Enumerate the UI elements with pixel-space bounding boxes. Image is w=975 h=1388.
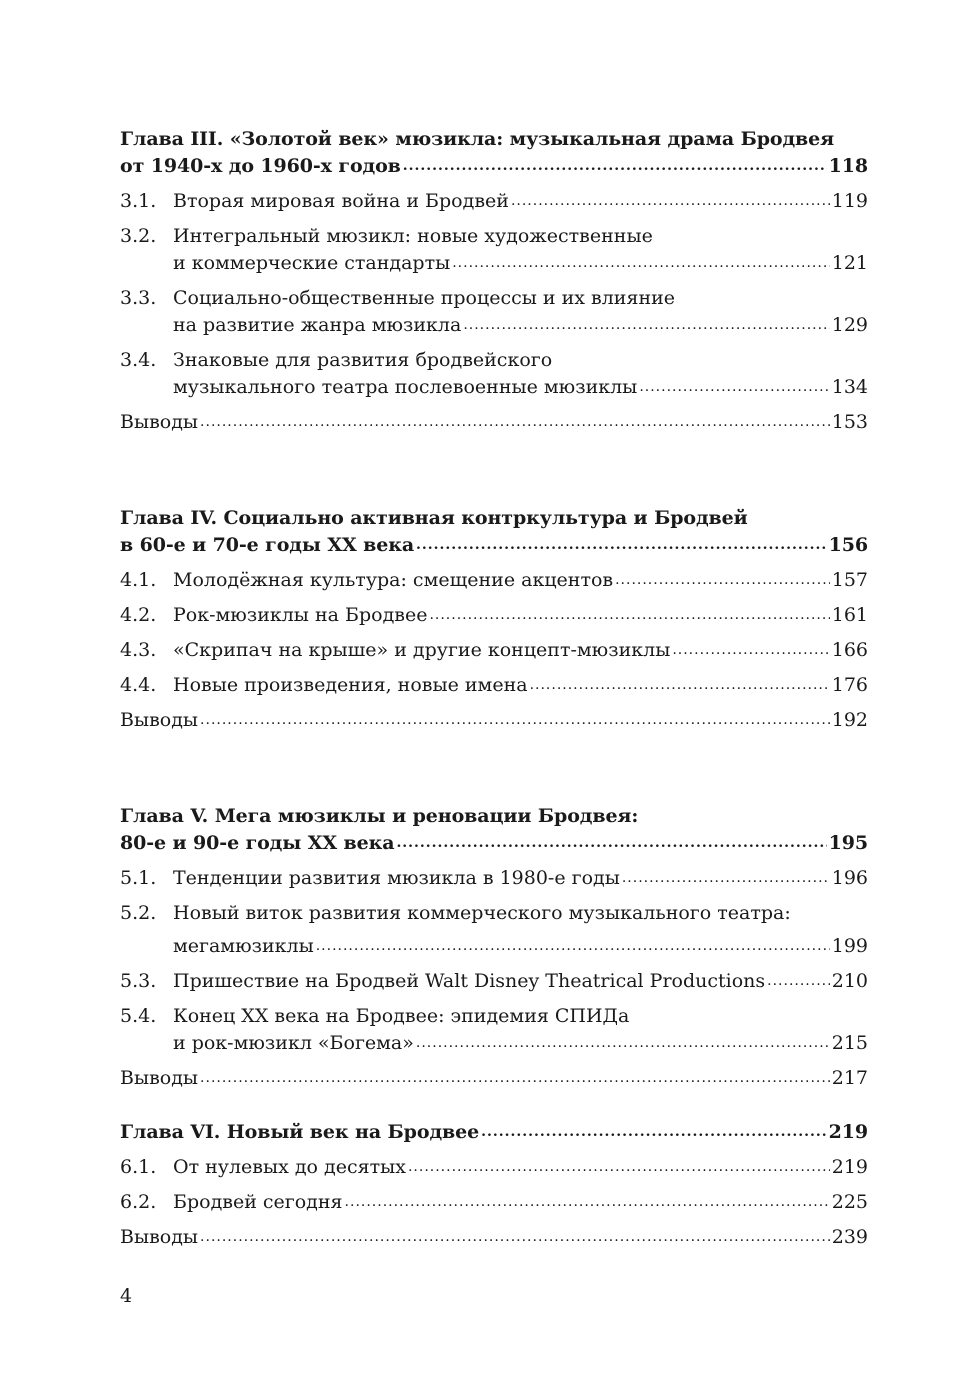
page-ref: 210 (831, 970, 868, 992)
section-title-text: Интегральный мюзикл: новые художественные (173, 225, 653, 247)
leader-dots (200, 1065, 830, 1092)
leader-dots (530, 672, 830, 699)
section-title-line (120, 285, 868, 312)
chapter-title-line: Глава V. Мега мюзиклы и реновации Бродвея: (120, 805, 639, 827)
section-entry (120, 1189, 868, 1218)
toc-section[interactable] (120, 865, 868, 894)
toc-section[interactable] (120, 188, 868, 217)
section-number: 3.3. (120, 287, 157, 309)
leader-dots (481, 1119, 827, 1146)
section-number: 6.1. (120, 1156, 157, 1178)
chapter-title-line: Глава III. «Золотой век» мюзикла: музыкальная драма Бродвея (120, 128, 835, 150)
section-title-text: От нулевых до десятых (173, 1156, 406, 1178)
page-ref: 156 (828, 534, 868, 556)
leader-dots (200, 1224, 830, 1251)
toc-section[interactable] (120, 223, 868, 279)
section-title-text: и коммерческие стандарты (173, 252, 451, 274)
section-entry (120, 188, 868, 217)
page-ref: 121 (831, 252, 868, 274)
section-title-text: Конец XX века на Бродвее: эпидемия СПИДа (173, 1005, 630, 1027)
section-title-line (120, 1003, 868, 1030)
section-number: 6.2. (120, 1191, 157, 1213)
chapter-title-line: Глава IV. Социально активная контркультура и Бродвей (120, 507, 748, 529)
section-number: 3.2. (120, 225, 157, 247)
section-title-line (120, 900, 868, 927)
conclusion-entry[interactable] (120, 707, 868, 736)
section-number: 3.4. (120, 349, 157, 371)
toc-section[interactable] (120, 285, 868, 341)
toc-section[interactable] (120, 1003, 868, 1059)
section-number: 4.2. (120, 604, 157, 626)
page-ref: 129 (831, 314, 868, 336)
section-number: 5.1. (120, 867, 157, 889)
page-ref: 239 (831, 1226, 868, 1248)
leader-dots (429, 602, 829, 629)
page-ref: 215 (831, 1032, 868, 1054)
chapter-heading (120, 505, 868, 561)
chapter-title-line: Глава VI. Новый век на Бродвее (120, 1121, 480, 1143)
section-title-text: Вторая мировая война и Бродвей (173, 190, 509, 212)
leader-dots (408, 1154, 830, 1181)
leader-dots (200, 409, 830, 436)
chapter-entry[interactable] (120, 532, 868, 561)
section-title (120, 637, 670, 664)
leader-dots (200, 707, 830, 734)
toc-section[interactable] (120, 968, 868, 997)
chapter-title-line: от 1940-х до 1960-х годов (120, 155, 401, 177)
conclusion-entry[interactable] (120, 409, 868, 438)
section-entry (120, 312, 868, 341)
toc-chapter (120, 126, 868, 438)
page-ref: 199 (831, 935, 868, 957)
leader-dots (511, 188, 830, 215)
toc-section[interactable] (120, 637, 868, 666)
conclusion-label: Выводы (120, 1067, 199, 1089)
section-title (120, 672, 528, 699)
page-ref: 134 (831, 376, 868, 398)
toc-chapter (120, 505, 868, 736)
conclusion-label: Выводы (120, 709, 199, 731)
page-ref: 161 (831, 604, 868, 626)
section-number: 5.4. (120, 1005, 157, 1027)
page-ref: 225 (831, 1191, 868, 1213)
section-title (120, 567, 613, 594)
section-number: 5.3. (120, 970, 157, 992)
leader-dots (416, 1030, 830, 1057)
section-title-text: мегамюзиклы (173, 935, 314, 957)
page-ref: 157 (831, 569, 868, 591)
section-title-text: Новый виток развития коммерческого музыкального театра: (173, 902, 791, 924)
toc-section[interactable] (120, 567, 868, 596)
section-title-text: на развитие жанра мюзикла (173, 314, 462, 336)
leader-dots (463, 312, 829, 339)
section-entry (120, 865, 868, 894)
leader-dots (396, 830, 826, 857)
toc-section[interactable] (120, 1154, 868, 1183)
page-ref: 176 (831, 674, 868, 696)
page-ref: 153 (831, 411, 868, 433)
conclusion-entry[interactable] (120, 1065, 868, 1094)
section-number: 3.1. (120, 190, 157, 212)
section-entry (120, 672, 868, 701)
page-ref: 118 (828, 155, 868, 177)
leader-dots (345, 1189, 830, 1216)
leader-dots (452, 250, 830, 277)
section-title (120, 1154, 406, 1181)
section-title (120, 602, 427, 629)
page-number: 4 (120, 1285, 133, 1307)
chapter-entry[interactable] (120, 1119, 868, 1148)
section-title-line (120, 347, 868, 374)
chapter-entry[interactable] (120, 153, 868, 182)
section-title (120, 188, 509, 215)
section-title-text: и рок-мюзикл «Богема» (173, 1032, 414, 1054)
section-title (120, 968, 765, 995)
leader-dots (639, 374, 829, 401)
section-entry (120, 968, 868, 997)
page-ref: 217 (831, 1067, 868, 1089)
chapter-entry[interactable] (120, 830, 868, 859)
toc-chapter (120, 1119, 868, 1253)
section-title-text: Рок-мюзиклы на Бродвее (173, 604, 428, 626)
section-title (120, 1189, 343, 1216)
section-number: 5.2. (120, 902, 157, 924)
section-entry (120, 637, 868, 666)
section-entry (120, 567, 868, 596)
section-title-text: Молодёжная культура: смещение акцентов (173, 569, 614, 591)
section-number: 4.4. (120, 674, 157, 696)
section-title-text: Тенденции развития мюзикла в 1980-е годы (173, 867, 620, 889)
section-title (120, 865, 620, 892)
section-number: 4.3. (120, 639, 157, 661)
toc-section[interactable] (120, 602, 868, 631)
section-entry (120, 602, 868, 631)
table-of-contents (120, 126, 868, 1253)
toc-section[interactable] (120, 347, 868, 403)
section-title-text: Социально-общественные процессы и их влияние (173, 287, 676, 309)
section-entry (120, 1030, 868, 1059)
section-entry (120, 933, 868, 962)
leader-dots (767, 968, 830, 995)
section-title-line (120, 223, 868, 250)
leader-dots (416, 532, 827, 559)
section-title-text: Знаковые для развития бродвейского (173, 349, 553, 371)
chapter-heading (120, 126, 868, 182)
page-ref: 219 (828, 1121, 868, 1143)
leader-dots (622, 865, 830, 892)
chapter-title-line: в 60-е и 70-е годы XX века (120, 534, 415, 556)
chapter-title-line: 80-е и 90-е годы XX века (120, 832, 395, 854)
leader-dots (672, 637, 829, 664)
section-number: 4.1. (120, 569, 157, 591)
section-title-text: Новые произведения, новые имена (173, 674, 528, 696)
page-ref: 119 (831, 190, 868, 212)
toc-section[interactable] (120, 900, 868, 962)
section-title-text: Пришествие на Бродвей Walt Disney Theatrical Productions (173, 970, 766, 992)
section-entry (120, 1154, 868, 1183)
leader-dots (615, 567, 830, 594)
page-ref: 219 (831, 1156, 868, 1178)
toc-section[interactable] (120, 672, 868, 701)
section-title-text: «Скрипач на крыше» и другие концепт-мюзиклы (173, 639, 671, 661)
page-ref: 166 (831, 639, 868, 661)
page-ref: 192 (831, 709, 868, 731)
toc-section[interactable] (120, 1189, 868, 1218)
conclusion-label: Выводы (120, 1226, 199, 1248)
leader-dots (316, 933, 830, 960)
conclusion-entry[interactable] (120, 1224, 868, 1253)
conclusion-label: Выводы (120, 411, 199, 433)
section-title-text: Бродвей сегодня (173, 1191, 343, 1213)
leader-dots (403, 153, 827, 180)
section-title-text: музыкального театра послевоенные мюзиклы (173, 376, 638, 398)
chapter-heading (120, 1119, 868, 1148)
section-entry (120, 250, 868, 279)
section-entry (120, 374, 868, 403)
toc-chapter (120, 803, 868, 1094)
page-ref: 195 (828, 832, 868, 854)
chapter-heading (120, 803, 868, 859)
page-ref: 196 (831, 867, 868, 889)
